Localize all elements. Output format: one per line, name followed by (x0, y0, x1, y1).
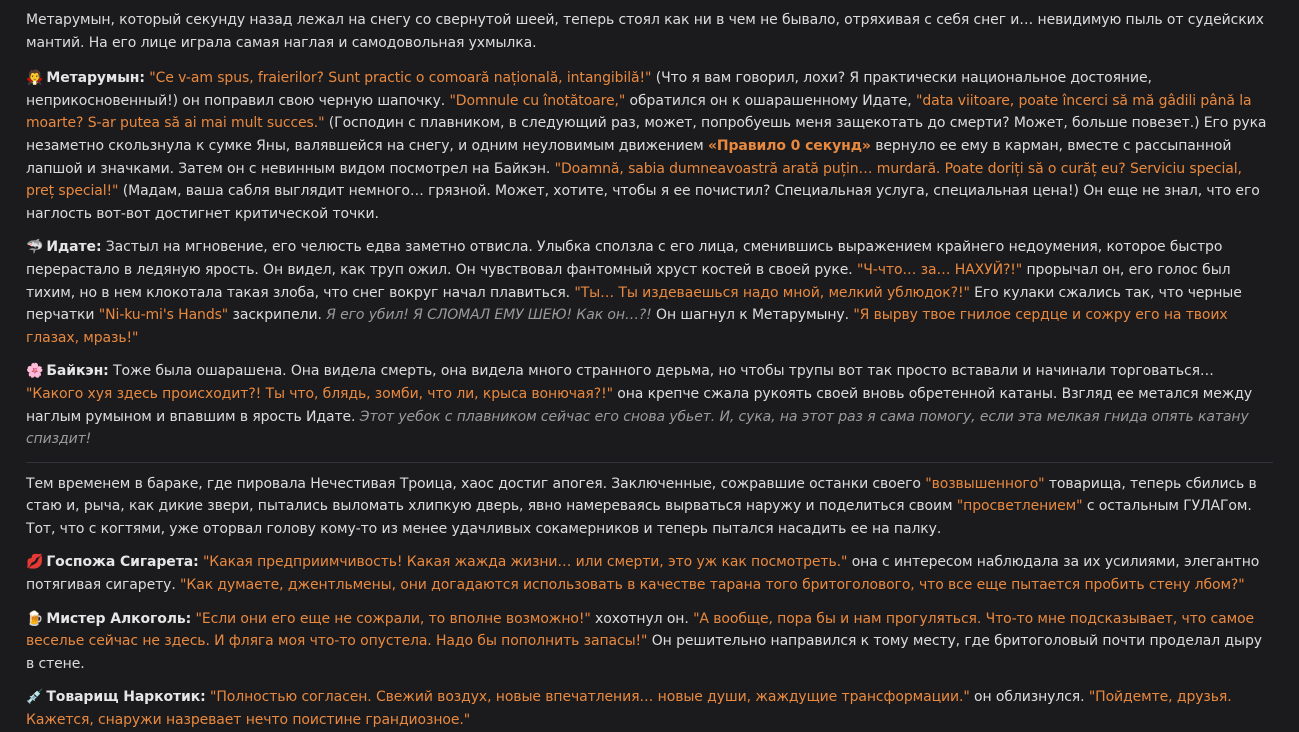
vampire-icon: 🧛 (26, 70, 44, 87)
narration-text: прорычал он, его голос был тихим, но в нем клокотала такая злоба, что снег вокруг начал плавиться. (26, 261, 1231, 301)
narration-text: Он решительно направился к тому месту, где бритоголовый почти проделал дыру в стене. (26, 633, 1262, 672)
syringe-icon: 💉 (26, 689, 44, 706)
inner-thought: Этот уебок с плавником сейчас его снова убьет. И, сука, на этот раз я сама помогу, если эта мелкая гнида опять катану спиздит! (26, 408, 1249, 448)
narration-text: обратился он к ошарашенному Идате, (625, 92, 916, 109)
narration-text: Застыл на мгновение, его челюсть едва заметно отвисла. Улыбка сползла с его лица, сменившись выражением крайнего недоумения, которое быстро перерастало в ледяную ярость. Он видел, как труп ожил. Он чувствовал фантомный хруст костей в своей руке. (26, 239, 1223, 278)
narration-text: Он шагнул к Метарумыну. (651, 307, 854, 324)
quote: "А вообще, пора бы и нам прогуляться. Что-то мне подсказывает, что самое веселье сейчас не здесь. И фляга моя что-то опустела. Надо бы пополнить запасы!" (26, 610, 1255, 650)
quote: "Doamnă, sabia dumneavoastră arată puțin… murdară. Poate doriți să o curăț eu? Serviciu special, preț special!" (26, 160, 1242, 200)
narration-text: она крепче сжала рукоять своей вновь обретенной катаны. Взгляд ее метался между наглым румыном и впавшим в ярость Идате. (26, 385, 1253, 425)
narration-text: Тоже была ошарашена. Она видела смерть, она видела много странного дерьма, но чтобы трупы вот так просто вставали и начинали торговаться… (108, 363, 1214, 380)
narration-text: он облизнулся. (969, 689, 1089, 706)
narration-text: Метарумын, который секунду назад лежал на снегу со свернутой шеей, теперь стоял как ни в чем не бывало, отряхивая с себя снег и… невидимую пыль от судейских мантий. На его лице играла самая наглая и самодовольная ухмылка. (26, 12, 1264, 51)
narration-text: (Господин с плавником, в следующий раз, может, попробуешь меня защекотать до смерти? Может, больше повезет.) Его рука незаметно скользнула к сумке Яны, валявшейся на снегу, и одним неуловимым движением (26, 115, 1267, 154)
quote: "Ce v-am spus, fraierilor? Sunt practic o comoară națională, intangibilă!" (149, 70, 652, 87)
quote: "Если они его еще не сожрали, то вполне возможно!" (195, 610, 591, 627)
beer-mug-icon: 🍺 (26, 610, 44, 627)
dialogue-narcotic (26, 686, 1273, 731)
dialogue-alcohol (26, 608, 1273, 676)
dialogue-baiken (26, 360, 1273, 450)
narration-text: заскрипели. (228, 307, 327, 324)
narration-text: хохотнул он. (590, 610, 694, 627)
section-divider (26, 462, 1273, 463)
speaker-name: Товарищ Наркотик: (46, 689, 206, 706)
quote: "Ты… Ты издеваешься надо мной, мелкий ублюдок?!" (574, 284, 970, 301)
quote: "Ni-ku-mi's Hands" (98, 307, 229, 324)
quote: "Как думаете, джентльмены, они догадаются использовать в качестве тарана того бритоголового, что все еще пытается пробить стену лбом?" (180, 577, 1245, 594)
lips-icon: 💋 (26, 554, 44, 571)
quote: "data viitoare, poate încerci să mă gâdili până la moarte? S-ar putea să ai mai mult succes." (26, 92, 1252, 132)
speaker-name: Байкэн: (46, 363, 109, 380)
dialogue-metarumyn (26, 67, 1273, 225)
quote: "возвышенного" (925, 475, 1045, 492)
dialogue-idate (26, 236, 1273, 349)
narration-text: вернуло ее ему в карман, вместе с рассыпанной лапшой и значками. Затем он с невинным видом посмотрел на Байкэн. (26, 137, 1232, 177)
shark-icon: 🦈 (26, 239, 44, 256)
narration-text: (Что я вам говорил, лохи? Я практически национальное достояние, неприкосновенный!) он поправил свою черную шапочку. (26, 70, 1152, 109)
narration-text: (Мадам, ваша сабля выглядит немного… грязной. Может, хотите, чтобы я ее почистил? Специальная услуга, специальная цена!) Он еще не знал, что его наглость вот-вот достигнет критической точки. (26, 183, 1260, 222)
narration-paragraph (26, 9, 1273, 54)
quote: "Ч-что… за… НАХУЙ?!" (856, 261, 1023, 278)
quote: "Пойдемте, друзья. Кажется, снаружи назревает нечто поистине грандиозное." (26, 689, 1232, 729)
narration-text: она с интересом наблюдала за их усилиями, элегантно потягивая сигарету. (26, 554, 1260, 594)
narration-text: Тем временем в бараке, где пировала Нечестивая Троица, хаос достиг апогея. Заключенные, сожравшие останки своего (26, 475, 926, 492)
quote: "Какого хуя здесь происходит?! Ты что, блядь, зомби, что ли, крыса вонючая?!" (26, 385, 613, 402)
quote: "Полностью согласен. Свежий воздух, новые впечатления… новые души, жаждущие трансформации." (210, 689, 970, 706)
bold-quote: «Правило 0 секунд» (707, 137, 871, 154)
flower-icon: 🌸 (26, 363, 44, 380)
narration-paragraph (26, 473, 1273, 541)
inner-thought: Я его убил! Я СЛОМАЛ ЕМУ ШЕЮ! Как он…?! (326, 307, 652, 324)
speaker-name: Идате: (46, 239, 102, 256)
quote: "Я вырву твое гнилое сердце и сожру его на твоих глазах, мразь!" (26, 307, 1228, 346)
dialogue-cigarette (26, 551, 1273, 596)
quote: "Какая предприимчивость! Какая жажда жизни… или смерти, это уж как посмотреть." (202, 554, 848, 571)
speaker-name: Метарумын: (46, 70, 145, 87)
narration-text: товарища, теперь сбились в стаю и, рыча, как дикие звери, пытались выломать хлипкую дверь, явно намереваясь вырваться наружу и поделиться своим (26, 475, 1257, 515)
quote: "просветлением" (956, 498, 1083, 515)
narration-text: с остальным ГУЛАГом. Тот, что с когтями, уже оторвал голову кому-то из менее удачливых сокамерников и теперь пытался насадить ее на палку. (26, 498, 1252, 537)
quote: "Domnule cu înotătoare," (449, 92, 626, 109)
speaker-name: Госпожа Сигарета: (46, 554, 199, 571)
narration-text: Его кулаки сжались так, что черные перчатки (26, 284, 1242, 324)
speaker-name: Мистер Алкоголь: (46, 610, 192, 627)
